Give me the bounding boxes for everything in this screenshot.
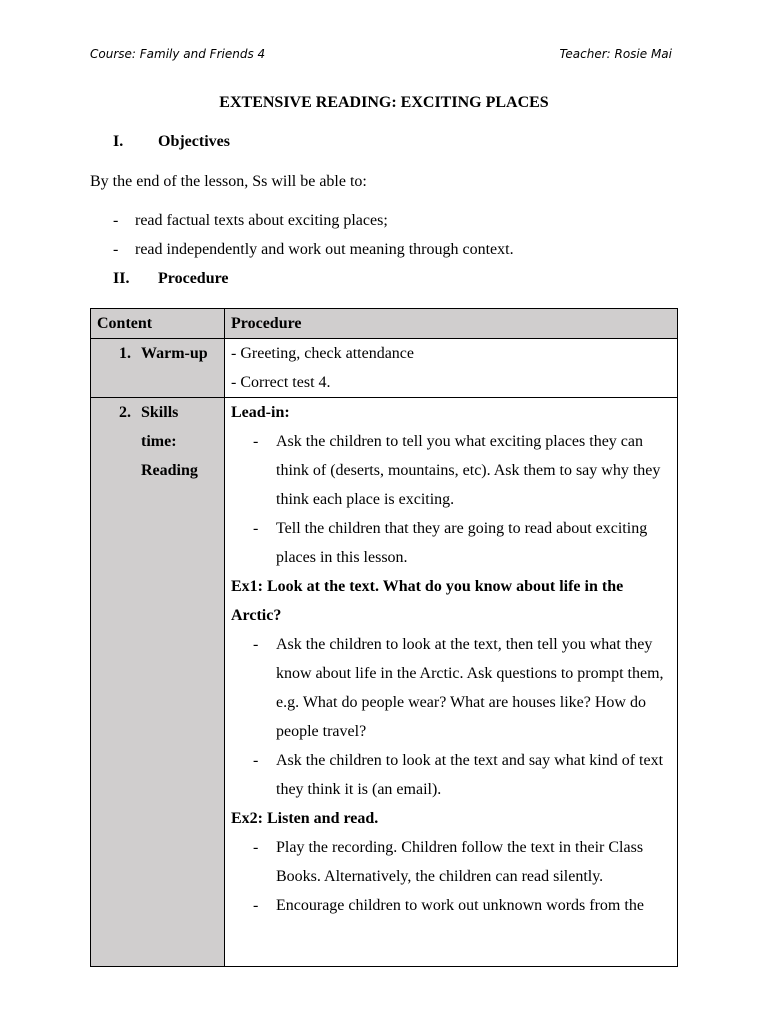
list-item: - Ask the children to look at the text and say what kind of text they think it is (an email). bbox=[253, 752, 664, 798]
document-title: EXTENSIVE READING: EXCITING PLACES bbox=[219, 94, 549, 111]
exercise-heading: Ex2: Listen and read. bbox=[231, 810, 379, 827]
lead-in-heading: Lead-in: bbox=[231, 404, 290, 421]
section-heading-objectives bbox=[113, 133, 230, 151]
table-row bbox=[91, 339, 678, 398]
list-item: - Encourage children to work out unknown words from the bbox=[253, 897, 644, 914]
list-item: - Play the recording. Children follow the text in their Class Books. Alternatively, the children can read silently. bbox=[253, 839, 644, 885]
content-cell: 1. Warm-up bbox=[91, 339, 225, 398]
objective-item: - read independently and work out meaning through context. bbox=[113, 241, 514, 258]
section-heading-procedure bbox=[113, 270, 229, 288]
objective-item: - read factual texts about exciting places; bbox=[113, 212, 388, 229]
column-header-content: Content bbox=[91, 309, 225, 339]
list-item: - Tell the children that they are going to read about exciting places in this lesson. bbox=[253, 520, 648, 566]
section-label: Procedure bbox=[158, 270, 229, 287]
procedure-cell: - Greeting, check attendance - Correct test 4. bbox=[225, 339, 678, 398]
section-number: II. bbox=[113, 270, 130, 287]
course-label: Course: Family and Friends 4 bbox=[90, 47, 266, 61]
list-item: - Ask the children to tell you what exciting places they can think of (deserts, mountains, etc). Ask them to say why they think each place is exciting. bbox=[253, 433, 661, 508]
column-header-procedure: Procedure bbox=[225, 309, 678, 339]
section-number: I. bbox=[113, 133, 124, 150]
table-row bbox=[91, 398, 678, 967]
procedure-table bbox=[90, 308, 678, 967]
procedure-cell bbox=[225, 398, 678, 967]
page-header bbox=[90, 47, 672, 61]
teacher-label: Teacher: Rosie Mai bbox=[559, 47, 672, 61]
exercise-heading: Ex1: Look at the text. What do you know about life in the Arctic? bbox=[231, 578, 624, 624]
table-header-row bbox=[91, 309, 678, 339]
content-cell: 2. Skills time: Reading bbox=[91, 398, 225, 967]
intro-text: By the end of the lesson, Ss will be able to: bbox=[90, 173, 367, 190]
list-item: - Ask the children to look at the text, then tell you what they know about life in the Arctic. Ask questions to prompt them, e.g. What do people wear? What are houses like? How do people travel? bbox=[253, 636, 664, 740]
section-label: Objectives bbox=[158, 133, 230, 150]
